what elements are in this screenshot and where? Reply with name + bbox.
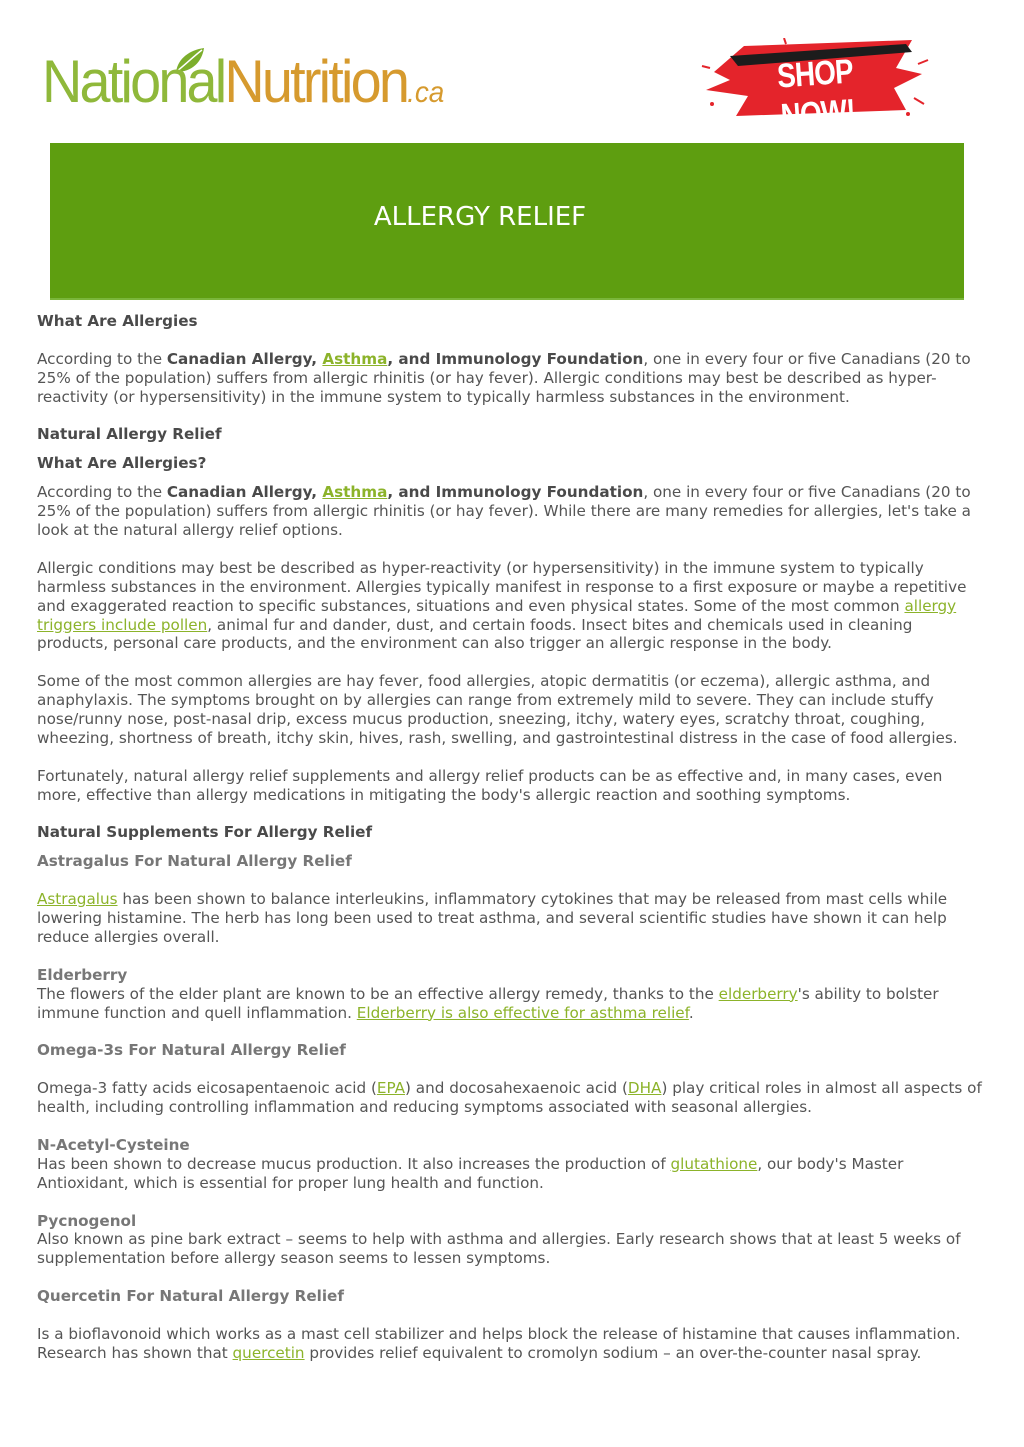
- shop-now-button[interactable]: [700, 38, 930, 136]
- heading-natural-supplements: Natural Supplements For Allergy Relief: [37, 823, 373, 842]
- article-body: [37, 312, 983, 1382]
- text-span: , one in every four or five Canadians (20 to 25% of the population) suffers from allergic rhinitis (or hay fever). While there are many remedies for allergies, let's take a look at the natural allergy relief options.: [37, 483, 971, 540]
- text-span: ) and docosahexaenoic acid (: [405, 1079, 628, 1098]
- text-span: The flowers of the elder plant are known to be an effective allergy remedy, thanks to the: [37, 984, 719, 1003]
- text-span: According to the: [37, 483, 167, 502]
- paragraph-intro: [37, 350, 983, 407]
- logo-word-national: National: [42, 48, 225, 115]
- paragraph-astragalus: [37, 890, 983, 947]
- link-elderberry-asthma[interactable]: Elderberry is also effective for asthma relief: [356, 1003, 689, 1022]
- bold-foundation-name: Canadian Allergy,: [166, 349, 323, 368]
- link-epa[interactable]: EPA: [376, 1079, 406, 1098]
- paragraph-foundation: [37, 483, 983, 540]
- page-title: ALLERGY RELIEF: [373, 202, 587, 232]
- link-quercetin[interactable]: quercetin: [232, 1343, 305, 1362]
- text-span: , animal fur and dander, dust, and certain foods. Insect bites and chemicals used in cleaning products, personal care products, and the environment can also trigger an allergic response in the body.: [37, 615, 913, 653]
- shop-now-label: SHOP NOW!: [775, 52, 857, 136]
- paragraph-conditions: [37, 559, 983, 654]
- link-astragalus[interactable]: Astragalus: [37, 890, 118, 909]
- link-glutathione[interactable]: glutathione: [670, 1154, 758, 1173]
- paragraph-omega-3s: [37, 1079, 983, 1117]
- text-span: According to the: [37, 349, 167, 368]
- bold-foundation-name: Canadian Allergy,: [166, 483, 323, 502]
- text-span: provides relief equivalent to cromolyn sodium – an over-the-counter nasal spray.: [304, 1343, 922, 1362]
- text-span: has been shown to balance interleukins, inflammatory cytokines that may be released from mast cells while lowering histamine. The herb has long been used to treat asthma, and several scientific studies have shown it can help reduce allergies overall.: [37, 890, 948, 946]
- heading-astragalus: Astragalus For Natural Allergy Relief: [37, 852, 352, 871]
- text-span: Is a bioflavonoid which works as a mast cell stabilizer and helps block the release of histamine that causes inflammation. Research has shown that: [37, 1324, 961, 1362]
- paragraph-fortunately: Fortunately, natural allergy relief supplements and allergy relief products can be as effective and, in many cases, even more, effective than allergy medications in mitigating the body's allergic reaction and soothing symptoms.: [37, 766, 943, 804]
- text-span: , our body's Master Antioxidant, which is essential for proper lung health and function.: [37, 1154, 904, 1192]
- national-nutrition-logo[interactable]: [42, 42, 475, 122]
- bold-foundation-name: , and Immunology Foundation: [387, 349, 644, 368]
- link-dha[interactable]: DHA: [627, 1079, 662, 1098]
- heading-what-are-allergies-question: What Are Allergies?: [37, 454, 207, 473]
- heading-quercetin: Quercetin For Natural Allergy Relief: [37, 1287, 344, 1306]
- heading-pycnogenol: Pycnogenol: [37, 1211, 137, 1230]
- heading-elderberry: Elderberry: [37, 965, 128, 984]
- heading-what-are-allergies: What Are Allergies: [37, 312, 198, 330]
- text-span: Omega-3 fatty acids eicosapentaenoic acid (: [37, 1079, 377, 1098]
- paragraph-elderberry: [37, 985, 983, 1023]
- text-span: Allergic conditions may best be described as hyper-reactivity (or hypersensitivity) in the immune system to typically harmless substances in the environment. Allergies typically manifest in response to a first exposure or maybe a repetitive and exaggerated reaction to specific substances, situations and even physical states. Some of the most common: [37, 558, 967, 615]
- bold-foundation-name: , and Immunology Foundation: [387, 483, 644, 502]
- link-allergy-triggers[interactable]: allergy triggers include pollen: [37, 596, 957, 634]
- logo-word-nutrition: Nutrition: [224, 48, 408, 115]
- heading-omega-3s: Omega-3s For Natural Allergy Relief: [37, 1041, 346, 1060]
- text-span: ) play critical roles in almost all aspects of health, including controlling inflammation and reducing symptoms associated with seasonal allergies.: [37, 1079, 982, 1117]
- paragraph-n-acetyl-cysteine: [37, 1155, 983, 1193]
- paragraph-quercetin: [37, 1325, 983, 1363]
- link-asthma[interactable]: Asthma: [322, 483, 388, 502]
- link-asthma[interactable]: Asthma: [322, 349, 388, 368]
- paragraph-pycnogenol: Also known as pine bark extract – seems to help with asthma and allergies. Early research shows that at least 5 weeks of supplementation before allergy season seems to lessen symptoms.: [37, 1230, 961, 1268]
- heading-n-acetyl-cysteine: N-Acetyl-Cysteine: [37, 1135, 190, 1154]
- text-span: , one in every four or five Canadians (20 to 25% of the population) suffers from allergic rhinitis (or hay fever). Allergic conditions may best be described as hyper-reactivity (or hypersensitivity) in the immune system to typically harmless substances in the environment.: [37, 349, 971, 406]
- text-span: Has been shown to decrease mucus production. It also increases the production of: [37, 1154, 671, 1173]
- text-span: 's ability to bolster immune function and quell inflammation.: [37, 984, 939, 1022]
- page-header: [0, 0, 1024, 140]
- logo-suffix: .ca: [407, 76, 445, 109]
- paragraph-common-allergies: Some of the most common allergies are hay fever, food allergies, atopic dermatitis (or eczema), allergic asthma, and anaphylaxis. The symptoms brought on by allergies can range from extremely mild to severe. They can include stuffy nose/runny nose, post-nasal drip, excess mucus production, sneezing, itchy, watery eyes, scratchy throat, coughing, wheezing, shortness of breath, itchy skin, hives, rash, swelling, and gastrointestinal distress in the case of food allergies.: [37, 672, 958, 747]
- link-elderberry[interactable]: elderberry: [718, 984, 798, 1003]
- title-banner: [50, 143, 964, 300]
- heading-natural-allergy-relief: Natural Allergy Relief: [37, 425, 222, 444]
- text-span: .: [688, 1003, 694, 1022]
